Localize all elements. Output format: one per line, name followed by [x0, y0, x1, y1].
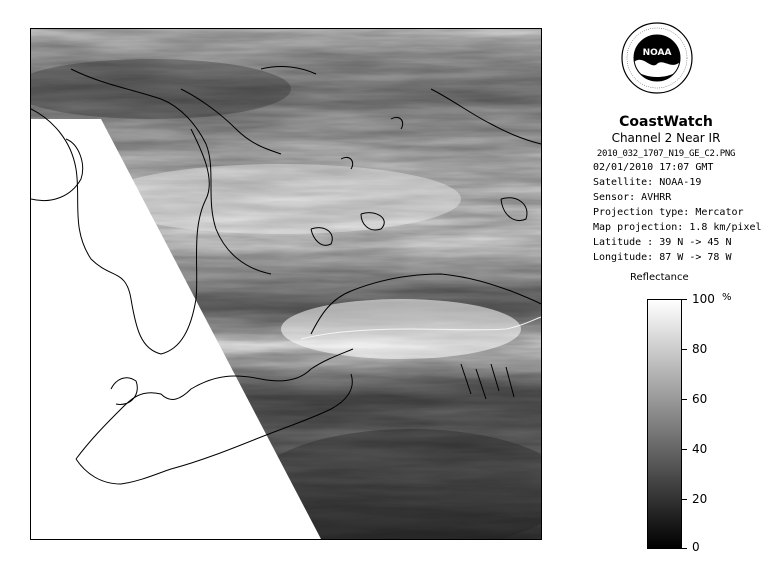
colorbar-tick: [681, 399, 687, 400]
filename-label: 2010_032_1707_N19_GE_C2.PNG: [596, 149, 736, 159]
datetime-label: 02/01/2010 17:07 GMT: [593, 162, 714, 173]
product-title: CoastWatch: [619, 114, 713, 130]
colorbar-tick-label: 20: [692, 492, 708, 506]
logo-center-text: NOAA: [642, 48, 672, 58]
map-projection-label: Map projection: 1.8 km/pixel: [593, 222, 762, 233]
satellite-map[interactable]: [30, 28, 542, 540]
colorbar-tick-label: 100: [692, 292, 715, 306]
map-svg: [31, 29, 541, 539]
latitude-label: Latitude : 39 N -> 45 N: [593, 237, 732, 248]
colorbar-tick: [681, 349, 687, 350]
noaa-logo-icon: [621, 22, 693, 94]
colorbar-tick: [681, 499, 687, 500]
colorbar: [647, 299, 682, 549]
colorbar-tick: [681, 548, 687, 549]
projection-type-label: Projection type: Mercator: [593, 207, 744, 218]
longitude-label: Longitude: 87 W -> 78 W: [593, 252, 732, 263]
colorbar-unit: %: [722, 292, 732, 303]
colorbar-tick-label: 60: [692, 392, 708, 406]
colorbar-tick-label: 40: [692, 442, 708, 456]
colorbar-tick: [681, 449, 687, 450]
colorbar-tick-label: 80: [692, 342, 708, 356]
satellite-label: Satellite: NOAA-19: [593, 177, 702, 188]
colorbar-tick: [681, 299, 687, 300]
sensor-label: Sensor: AVHRR: [593, 192, 672, 203]
colorbar-title: Reflectance: [630, 272, 689, 283]
colorbar-tick-label: 0: [692, 540, 700, 554]
channel-label: Channel 2 Near IR: [611, 131, 721, 145]
